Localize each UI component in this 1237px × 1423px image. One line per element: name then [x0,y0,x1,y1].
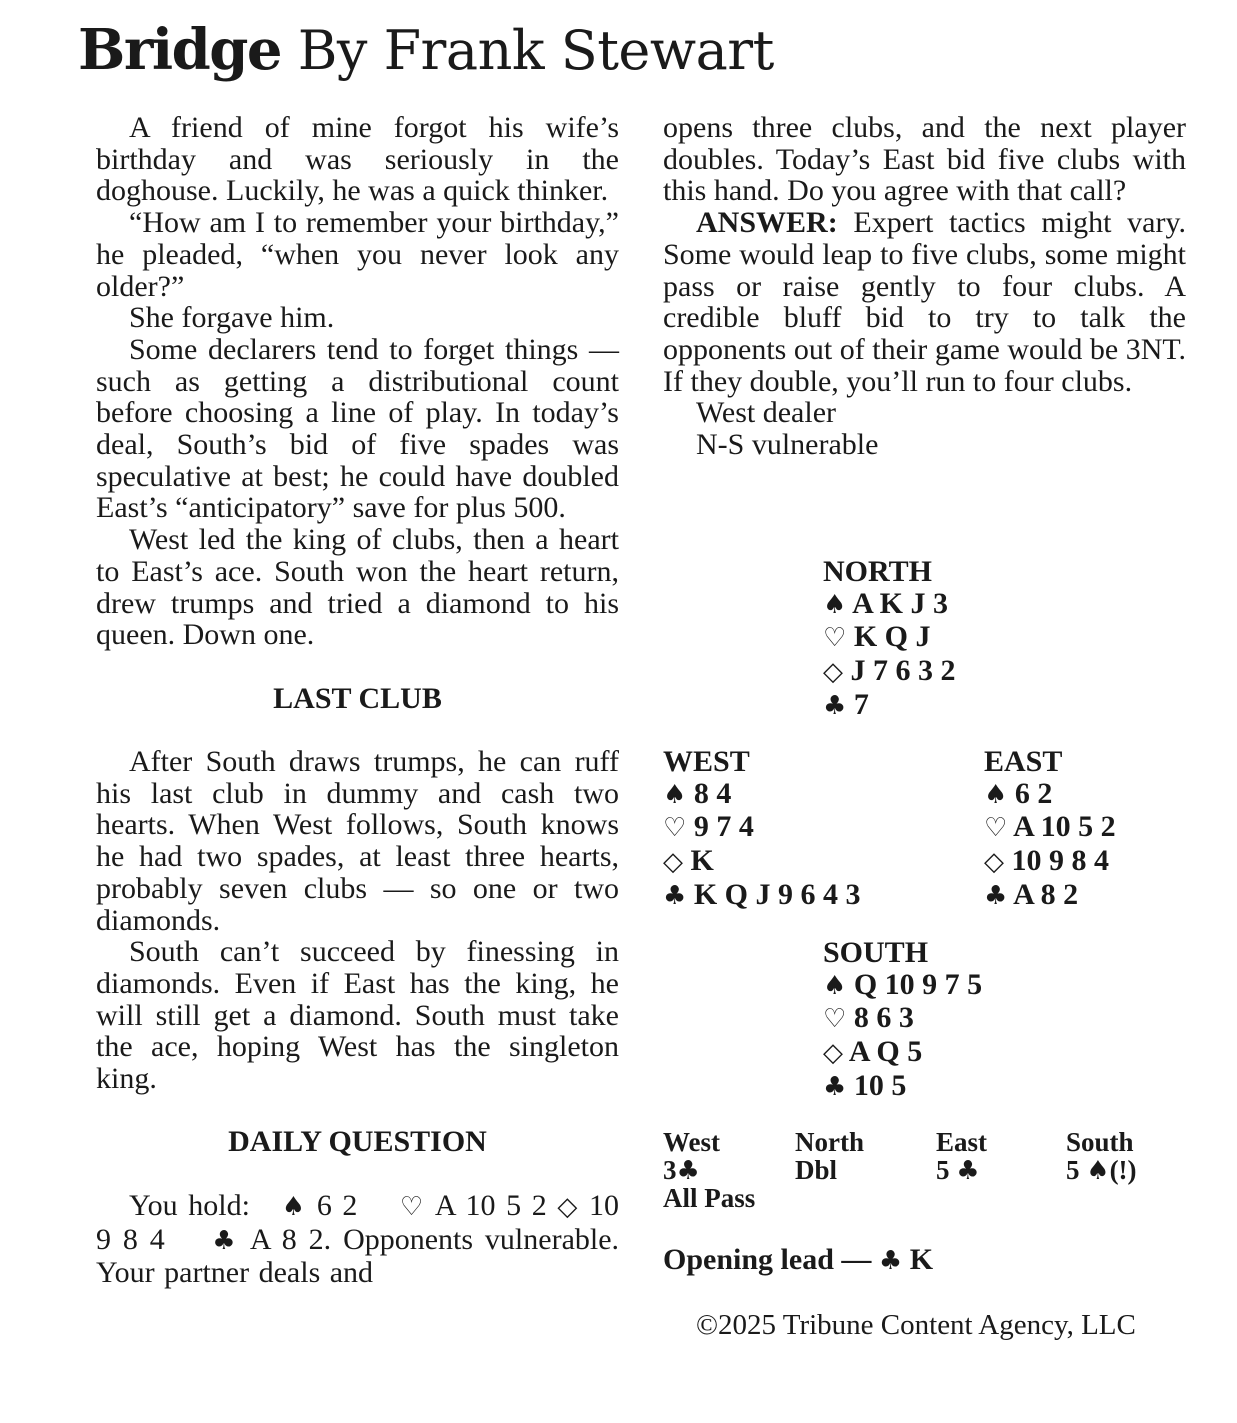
hand-south [823,937,982,1104]
club-icon: ♣ [823,690,847,721]
auction-header-north: North [795,1127,864,1157]
south-hearts: 8 6 3 [853,1001,914,1035]
heading-last-club: LAST CLUB [273,681,442,715]
auction-bid-south [1066,1156,1137,1185]
south-clubs: 10 5 [853,1068,907,1102]
club-icon: ♣ [878,1246,903,1276]
heart-icon: ♡ [399,1191,425,1222]
question-spades: 6 2 [316,1188,358,1222]
west-hearts: 9 7 4 [693,810,754,844]
diamond-icon: ◇ [823,657,843,688]
east-clubs: A 8 2 [1013,877,1079,911]
north-diamonds: J 7 6 3 2 [850,654,956,688]
west-diamonds: K [690,844,714,878]
east-hearts: A 10 5 2 [1013,810,1116,844]
answer-label: ANSWER: [696,206,838,240]
auction-header-east: East [936,1127,988,1157]
spade-icon: ♠ [1086,1156,1110,1186]
column-byline [281,19,774,82]
answer-text: Expert tactics might vary. Some would leap to five clubs, some might pass or raise gently to four clubs. A credible bluff bid to try to talk the opponents out of their game would be 3NT. If they double, you’ll run to four clubs. [663,206,1186,398]
hand-south-label: SOUTH [823,936,929,969]
dealer-line: West dealer [696,396,837,430]
heart-icon: ♡ [823,623,847,654]
paragraph-intro: A friend of mine forgot his wife’s birthday and was seriously in the doghouse. Luckily, he was a quick thinker. [96,111,619,208]
spade-icon: ♠ [984,779,1008,810]
vulnerability-line: N-S vulnerable [696,428,879,462]
spade-icon: ♠ [823,589,847,620]
diamond-icon: ◇ [663,847,683,878]
opening-lead-label: Opening lead — [663,1243,872,1276]
opening-lead-card: K [909,1243,934,1276]
south-spades: Q 10 9 7 5 [853,967,983,1001]
masthead [78,17,774,83]
question-hearts: A 10 5 2 [434,1188,547,1222]
question-diamonds: 10 9 8 4 [96,1188,620,1256]
auction-bid-north: Dbl [795,1155,838,1185]
spade-icon: ♠ [663,779,687,810]
club-icon: ♣ [676,1156,700,1186]
heart-icon: ♡ [984,813,1008,844]
hand-north-label: NORTH [823,555,932,588]
bid-level: 5 [936,1155,950,1185]
auction-header-west: West [663,1127,720,1157]
auction-bid-west [663,1156,700,1185]
paragraph-play: West led the king of clubs, then a heart to East’s ace. South won the heart return, drew trumps and tried a diamond to his queen. Down one. [96,523,619,652]
north-clubs: 7 [853,687,869,721]
heart-icon: ♡ [663,813,687,844]
copyright-notice: ©2025 Tribune Content Agency, LLC [696,1309,1136,1341]
hand-east [984,746,1116,913]
north-hearts: K Q J [853,620,931,654]
east-spades: 6 2 [1014,776,1053,810]
right-column [663,112,1186,461]
paragraph-analysis: After South draws trumps, he can ruff his last club in dummy and cash two hearts. When West follows, South knows he had two spades, at least three hearts, probably seven clubs — so one or two diamonds. [96,745,619,937]
opening-lead [663,1243,933,1277]
hand-west [663,746,860,913]
paragraph-question-continued: opens three clubs, and the next player doubles. Today’s East bid five clubs with this hand. Do you agree with that call? [663,111,1186,208]
bid-level: 3 [663,1155,677,1185]
diamond-icon: ◇ [823,1038,843,1069]
club-icon: ♣ [823,1071,847,1102]
club-icon: ♣ [956,1156,980,1186]
north-spades: A K J 3 [852,586,949,620]
paragraph-question [96,1190,619,1289]
spade-icon: ♠ [281,1191,307,1222]
club-icon: ♣ [663,880,687,911]
bid-exclamation: (!) [1109,1155,1137,1185]
heart-icon: ♡ [823,1004,847,1035]
question-continuation: Opponents vulnerable. Your partner deals and [96,1222,620,1290]
paragraph-forgave: She forgave him. [129,301,335,335]
spade-icon: ♠ [823,970,847,1001]
diamond-icon: ◇ [557,1191,579,1222]
west-spades: 8 4 [693,776,732,810]
question-lead: You hold: [129,1188,250,1222]
club-icon: ♣ [984,880,1008,911]
column-brand: Bridge [78,17,282,83]
south-diamonds: A Q 5 [848,1035,923,1069]
heading-daily-question: DAILY QUESTION [228,1125,487,1159]
auction-all-pass: All Pass [663,1183,756,1213]
paragraph-conclusion: South can’t succeed by finessing in diamonds. Even if East has the king, he will still get a diamond. South must take the ace, hoping West has the singleton king. [96,935,619,1096]
byline-text: By Frank Stewart [297,19,774,82]
hand-north [823,556,956,723]
club-icon: ♣ [212,1225,238,1256]
paragraph-quote: “How am I to remember your birthday,” he pleaded, “when you never look any older?” [96,206,619,303]
paragraph-answer [663,207,1186,397]
auction-bid-east [936,1156,980,1185]
auction-header-south: South [1066,1127,1134,1157]
question-clubs: A 8 2. [249,1222,332,1256]
east-diamonds: 10 9 8 4 [1011,844,1109,878]
hand-west-label: WEST [663,745,750,778]
diamond-icon: ◇ [984,847,1004,878]
west-clubs: K Q J 9 6 4 3 [693,877,861,911]
left-column [96,112,619,1289]
paragraph-declarers: Some declarers tend to forget things — such as getting a distributional count before choosing a line of play. In today’s deal, South’s bid of five spades was speculative at best; he could have doubled East’s “anticipatory” save for plus 500. [96,332,619,525]
bid-level: 5 [1066,1155,1080,1185]
hand-east-label: EAST [984,745,1063,778]
